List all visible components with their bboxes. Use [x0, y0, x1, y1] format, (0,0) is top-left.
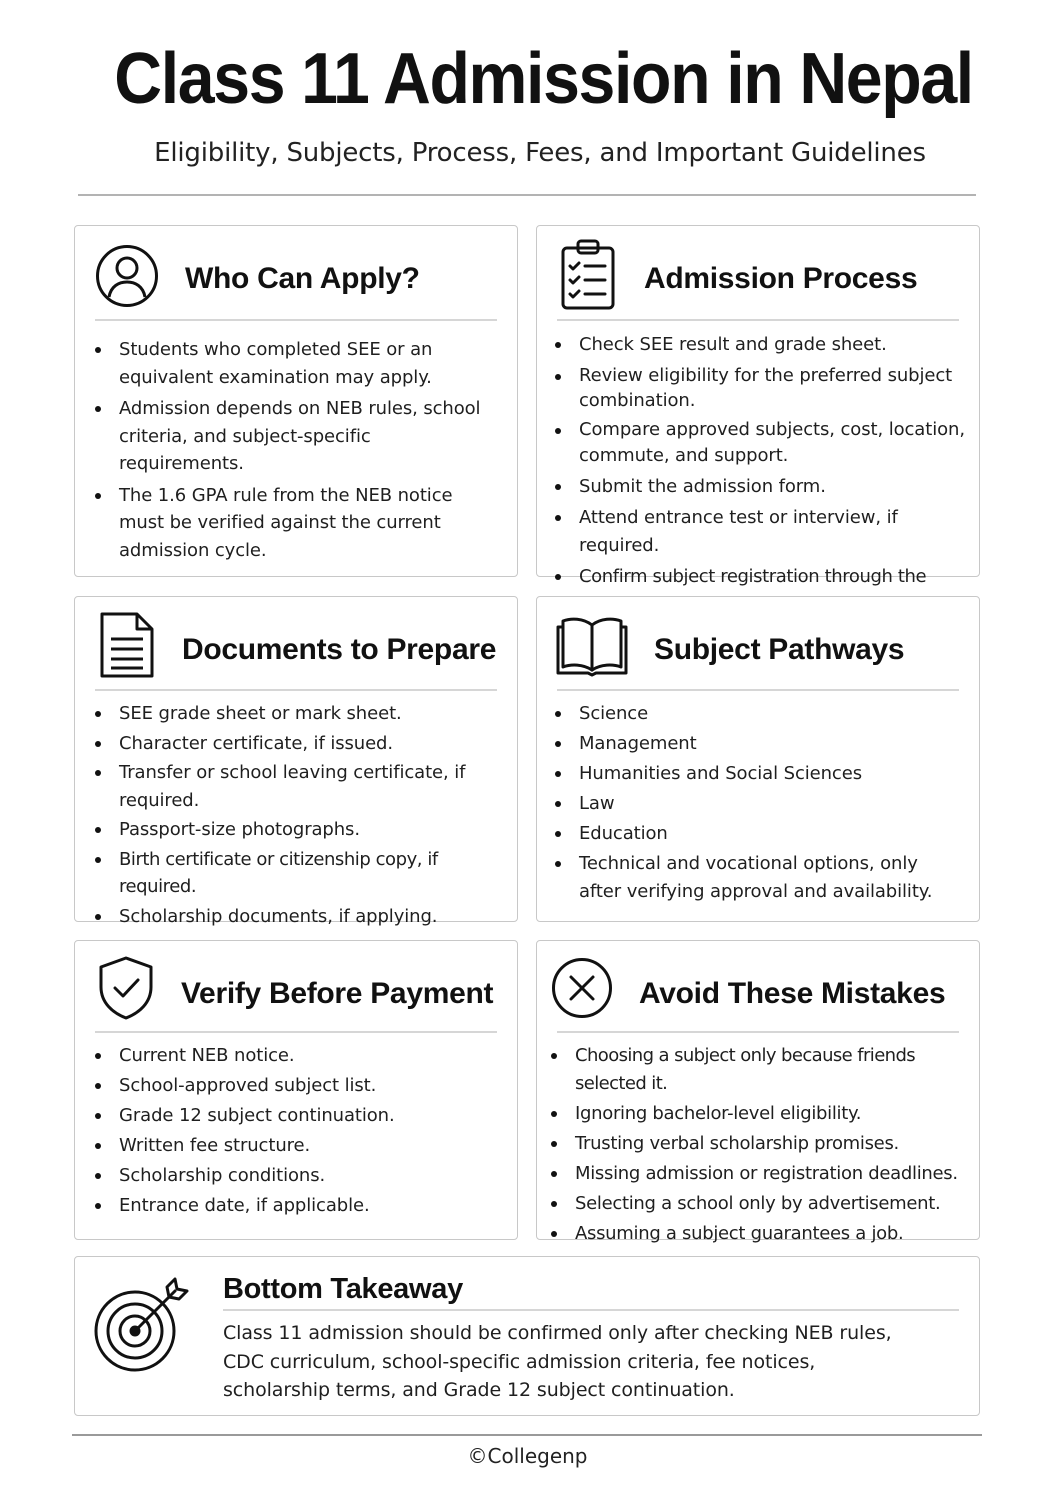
list-item: Passport-size photographs. — [95, 816, 499, 844]
card-divider — [95, 1031, 497, 1033]
card-divider — [557, 319, 959, 321]
card-title: Avoid These Mistakes — [639, 977, 946, 1010]
card-admission-process — [536, 225, 980, 587]
card-divider — [95, 319, 497, 321]
documents-list — [95, 700, 499, 930]
list-item: Transfer or school leaving certificate, if required. — [95, 759, 499, 814]
person-icon — [95, 244, 159, 308]
list-item: Review eligibility for the preferred subject combination. — [555, 363, 975, 413]
card-title: Documents to Prepare — [182, 633, 497, 666]
list-item: Character certificate, if issued. — [95, 730, 499, 758]
x-circle-icon — [551, 957, 613, 1019]
card-title: Subject Pathways — [654, 633, 905, 666]
list-item: Technical and vocational options, only after verifying approval and availability. — [555, 850, 959, 905]
pathways-list — [555, 700, 959, 905]
verify-list — [95, 1042, 499, 1220]
list-item: Management — [555, 730, 959, 758]
list-item: Entrance date, if applicable. — [95, 1192, 499, 1220]
process-list — [555, 331, 975, 622]
clipboard-checklist-icon — [559, 238, 617, 312]
page-subtitle: Eligibility, Subjects, Process, Fees, and Important Guidelines — [154, 138, 926, 168]
list-item: The 1.6 GPA rule from the NEB notice must be verified against the current admission cycle. — [95, 482, 499, 565]
card-divider — [223, 1309, 959, 1311]
list-item: Missing admission or registration deadlines. — [551, 1160, 981, 1188]
card-bottom-takeaway — [74, 1256, 980, 1416]
card-verify-before-payment — [74, 940, 518, 1240]
bottom-divider — [72, 1434, 982, 1436]
list-item: Choosing a subject only because friends selected it. — [551, 1042, 981, 1097]
document-icon — [99, 611, 155, 679]
list-item: Written fee structure. — [95, 1132, 499, 1160]
list-item: Admission depends on NEB rules, school criteria, and subject-specific requirements. — [95, 395, 499, 478]
list-item: Students who completed SEE or an equivalent examination may apply. — [95, 336, 499, 391]
mistakes-list — [551, 1042, 981, 1247]
list-item: Scholarship conditions. — [95, 1162, 499, 1190]
page-title: Class 11 Admission in Nepal — [114, 39, 973, 119]
takeaway-text: Class 11 admission should be confirmed only after checking NEB rules, CDC curriculum, school-specific admission criteria, fee notices, scholarship terms, and Grade 12 subject continuation. — [223, 1322, 892, 1401]
footer-credit: ©Collegenp — [467, 1444, 588, 1468]
list-item: Trusting verbal scholarship promises. — [551, 1130, 981, 1158]
card-documents — [74, 596, 518, 927]
card-subject-pathways — [536, 596, 980, 922]
list-item: Birth certificate or citizenship copy, if required. — [95, 846, 499, 901]
list-item: Grade 12 subject continuation. — [95, 1102, 499, 1130]
card-title: Who Can Apply? — [185, 262, 420, 295]
card-divider — [557, 689, 959, 691]
who-list — [95, 336, 499, 568]
list-item: Science — [555, 700, 959, 728]
list-item: Compare approved subjects, cost, location, commute, and support. — [555, 417, 975, 469]
list-item: SEE grade sheet or mark sheet. — [95, 700, 499, 728]
card-title: Verify Before Payment — [181, 977, 494, 1010]
list-item: Current NEB notice. — [95, 1042, 499, 1070]
list-item: Selecting a school only by advertisement. — [551, 1190, 981, 1218]
list-item: Check SEE result and grade sheet. — [555, 331, 975, 359]
card-title: Admission Process — [644, 262, 918, 295]
card-divider — [557, 1031, 959, 1033]
list-item: Attend entrance test or interview, if required. — [555, 504, 975, 559]
top-divider — [78, 194, 976, 196]
list-item: Humanities and Social Sciences — [555, 760, 959, 788]
list-item: Submit the admission form. — [555, 473, 975, 501]
shield-check-icon — [97, 955, 155, 1021]
list-item: Education — [555, 820, 959, 848]
target-arrow-icon — [93, 1277, 189, 1373]
card-avoid-mistakes — [536, 940, 980, 1244]
open-book-icon — [555, 615, 629, 677]
card-divider — [95, 689, 497, 691]
list-item: Confirm subject registration through the — [555, 563, 975, 618]
list-item: School-approved subject list. — [95, 1072, 499, 1100]
card-who-can-apply — [74, 225, 518, 577]
list-item: Scholarship documents, if applying. — [95, 903, 499, 931]
list-item: Ignoring bachelor-level eligibility. — [551, 1100, 981, 1128]
takeaway-title: Bottom Takeaway — [223, 1273, 463, 1305]
list-item: Law — [555, 790, 959, 818]
list-item: Assuming a subject guarantees a job. — [551, 1220, 981, 1248]
